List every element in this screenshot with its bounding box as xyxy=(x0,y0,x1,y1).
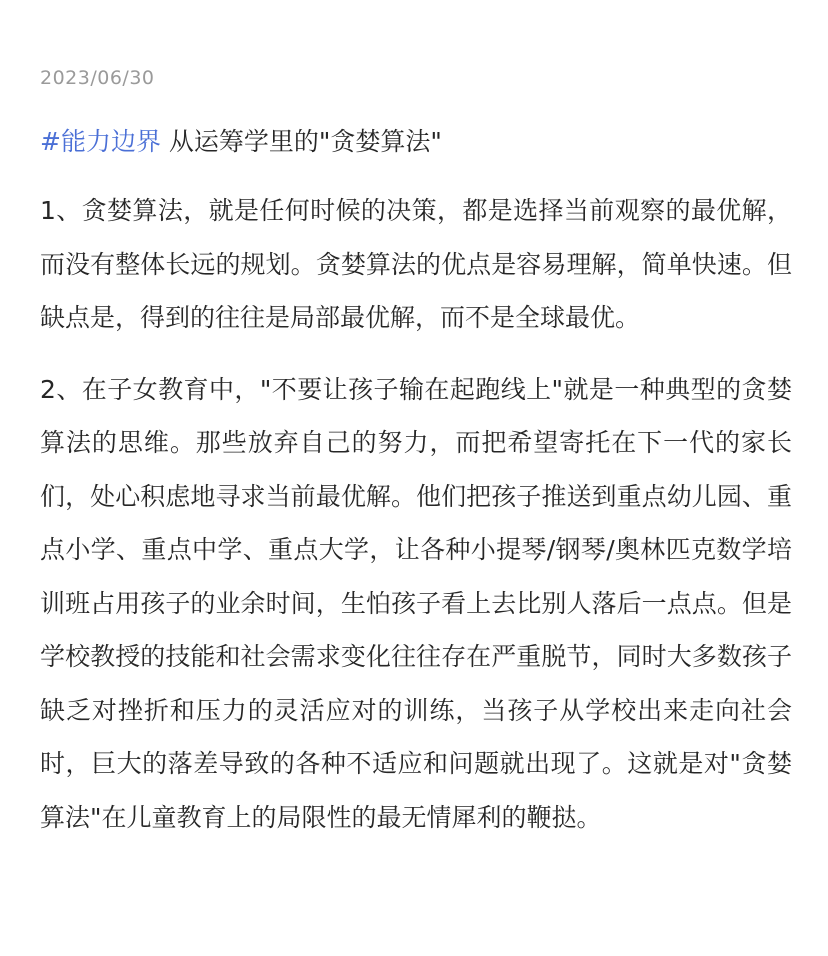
post-content xyxy=(40,64,792,862)
post-date: 2023/06/30 xyxy=(40,67,155,89)
paragraph-1: 1、贪婪算法，就是任何时候的决策，都是选择当前观察的最优解，而没有整体长远的规划。贪婪算法的优点是容易理解，简单快速。但缺点是，得到的往往是局部最优解，而不是全球最优。 xyxy=(40,196,792,332)
paragraph-2: 2、在子女教育中，"不要让孩子输在起跑线上"就是一种典型的贪婪算法的思维。那些放弃自己的努力，而把希望寄托在下一代的家长们，处心积虑地寻求当前最优解。他们把孩子推送到重点幼儿园、重点小学、重点中学、重点大学，让各种小提琴/钢琴/奥林匹克数学培训班占用孩子的业余时间，生怕孩子看上去比别人落后一点点。但是学校教授的技能和社会需求变化往往存在严重脱节，同时大多数孩子缺乏对挫折和压力的灵活应对的训练，当孩子从学校出来走向社会时，巨大的落差导致的各种不适应和问题就出现了。这就是对"贪婪算法"在儿童教育上的局限性的最无情犀利的鞭挞。 xyxy=(40,374,792,832)
post-title-line xyxy=(40,122,792,162)
post-title: 从运筹学里的"贪婪算法" xyxy=(160,127,442,156)
hashtag-link[interactable]: #能力边界 xyxy=(40,127,161,156)
